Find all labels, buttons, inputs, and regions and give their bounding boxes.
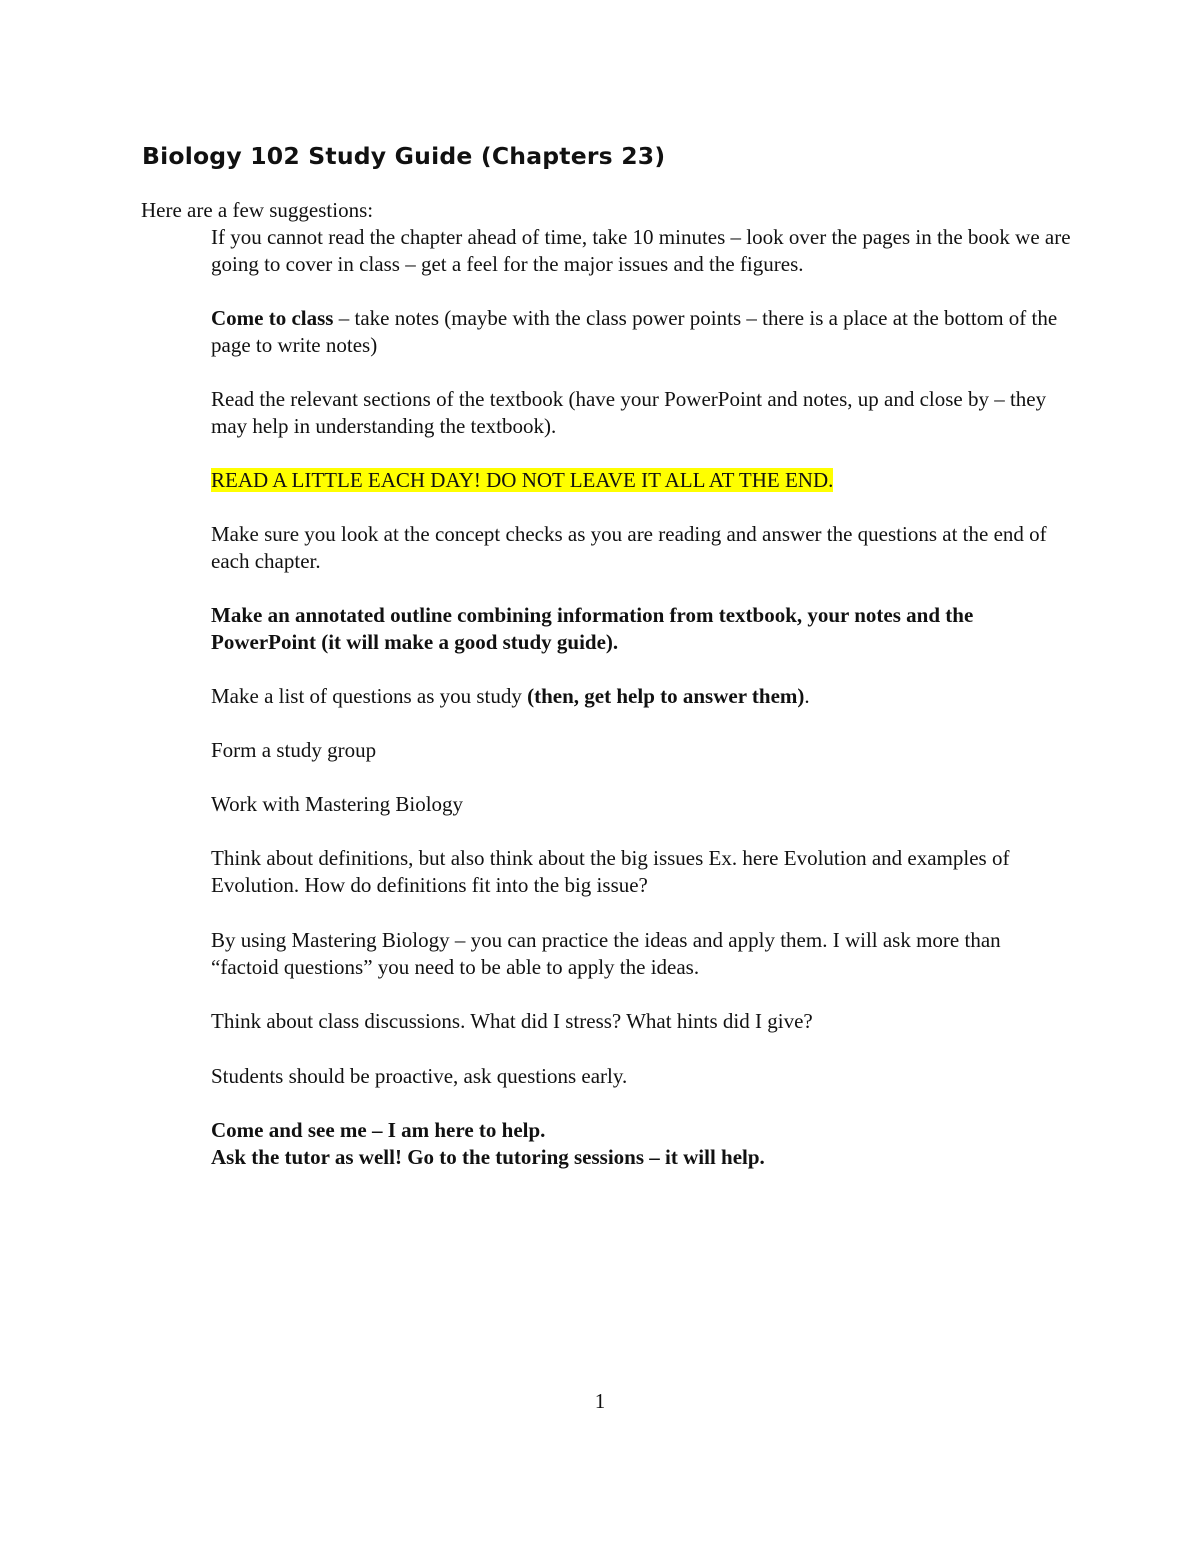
- suggestion-read-textbook: Read the relevant sections of the textbook (have your PowerPoint and notes, up and close by – they may help in understanding the textbook).: [211, 387, 1047, 438]
- suggestion-proactive: Students should be proactive, ask questions early.: [211, 1064, 628, 1088]
- suggestion-list-questions: [211, 683, 1071, 710]
- document-title: Biology 102 Study Guide (Chapters 23): [142, 142, 666, 170]
- come-to-class-label: Come to class: [211, 306, 334, 330]
- suggestion-come-to-class: [211, 305, 1071, 359]
- suggestion-practice-ideas: By using Mastering Biology – you can practice the ideas and apply them. I will ask more than “factoid questions” you need to be able to apply the ideas.: [211, 928, 1001, 979]
- intro-text: Here are a few suggestions:: [141, 198, 374, 222]
- suggestion-mastering-biology: Work with Mastering Biology: [211, 792, 464, 816]
- suggestion-read-ahead: If you cannot read the chapter ahead of time, take 10 minutes – look over the pages in the book we are going to cover in class – get a feel for the major issues and the figures.: [211, 225, 1071, 276]
- list-questions-text: Make a list of questions as you study: [211, 684, 528, 708]
- suggestion-study-group: Form a study group: [211, 738, 377, 762]
- suggestion-annotated-outline: Make an annotated outline combining information from textbook, your notes and the PowerPoint (it will make a good study guide).: [211, 603, 974, 654]
- list-questions-bold: (then, get help to answer them): [527, 684, 805, 708]
- suggestion-class-discussions: Think about class discussions. What did I stress? What hints did I give?: [211, 1009, 813, 1033]
- come-see-me-line: Come and see me – I am here to help.: [211, 1118, 546, 1142]
- suggestion-get-help: [211, 1117, 1071, 1171]
- ask-tutor-line: Ask the tutor as well! Go to the tutoring sessions – it will help.: [211, 1145, 765, 1169]
- suggestion-definitions: Think about definitions, but also think about the big issues Ex. here Evolution and examples of Evolution. How do definitions fit into the big issue?: [211, 846, 1010, 897]
- suggestion-concept-checks: Make sure you look at the concept checks as you are reading and answer the questions at the end of each chapter.: [211, 522, 1047, 573]
- page-number: 1: [594, 1389, 606, 1413]
- suggestion-read-daily: [211, 467, 1071, 494]
- come-to-class-text: – take notes (maybe with the class power points – there is a place at the bottom of the page to write notes): [211, 306, 1058, 357]
- highlighted-warning: READ A LITTLE EACH DAY! DO NOT LEAVE IT ALL AT THE END.: [211, 468, 834, 492]
- list-questions-period: .: [804, 684, 810, 708]
